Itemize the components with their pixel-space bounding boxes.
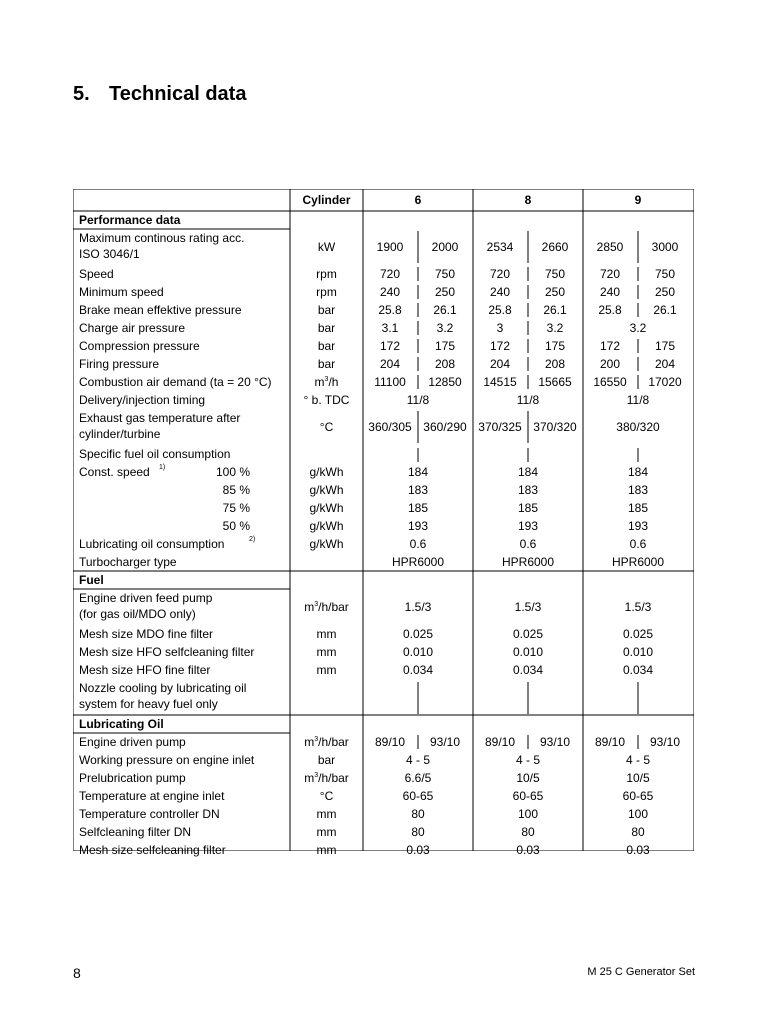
unit-cell: mm <box>316 663 337 677</box>
value-cell: 80 <box>631 825 645 839</box>
value-cell: 0.034 <box>622 663 654 677</box>
value-cell: 100 <box>517 807 539 821</box>
unit-cell: mm <box>316 825 337 839</box>
row-label-line: Mesh size HFO fine filter <box>79 663 211 677</box>
value-cell: 26.1 <box>433 303 457 317</box>
unit-cell: mm <box>316 843 337 857</box>
cylinder-group-header: 8 <box>524 193 532 207</box>
row-label-line: Working pressure on engine inlet <box>79 753 255 767</box>
unit-cell: ° b. TDC <box>303 393 350 407</box>
row-label <box>79 806 220 822</box>
value-cell: 250 <box>654 285 676 299</box>
value-cell: 6.6/5 <box>404 771 432 785</box>
value-cell: 172 <box>599 339 621 353</box>
value-cell: HPR6000 <box>611 555 665 569</box>
unit-cell: bar <box>317 339 336 353</box>
unit-cell: g/kWh <box>309 483 344 497</box>
value-cell: 80 <box>411 825 425 839</box>
value-cell: 11/8 <box>626 393 650 407</box>
value-cell: 0.6 <box>629 537 647 551</box>
page-number: 8 <box>73 965 81 981</box>
value-cell: 360/305 <box>368 420 412 434</box>
row-label-line: (for gas oil/MDO only) <box>79 607 196 621</box>
row-label <box>79 554 177 570</box>
row-label <box>79 266 114 282</box>
value-cell: 184 <box>407 465 429 479</box>
value-cell: 93/10 <box>539 735 571 749</box>
value-cell: 0.6 <box>519 537 537 551</box>
row-label <box>79 770 186 786</box>
value-cell: 0.025 <box>622 627 654 641</box>
value-cell: 0.025 <box>512 627 544 641</box>
row-label-line: Selfcleaning filter DN <box>79 825 192 839</box>
value-cell: 10/5 <box>516 771 540 785</box>
value-cell: HPR6000 <box>391 555 445 569</box>
value-cell: 60-65 <box>402 789 434 803</box>
value-cell: 4 - 5 <box>625 753 651 767</box>
unit-cell: rpm <box>316 285 337 299</box>
row-label-line: Combustion air demand (ta = 20 °C) <box>79 375 272 389</box>
value-cell: 193 <box>627 519 649 533</box>
unit-cell: mm <box>316 627 337 641</box>
row-label <box>79 302 242 318</box>
unit-cell: g/kWh <box>309 465 344 479</box>
value-cell: 204 <box>379 357 401 371</box>
value-cell: 185 <box>407 501 429 515</box>
value-cell: 175 <box>654 339 676 353</box>
row-label <box>79 842 226 858</box>
unit-cell: $m^3/h$/bar <box>304 771 349 785</box>
unit-cell: °C <box>319 789 334 803</box>
value-cell: 183 <box>407 483 429 497</box>
value-cell: 750 <box>544 267 566 281</box>
value-cell: 0.034 <box>402 663 434 677</box>
row-label-line: Firing pressure <box>79 357 160 371</box>
value-cell: 2850 <box>596 240 624 254</box>
value-cell: 0.010 <box>512 645 544 659</box>
row-label <box>79 464 150 480</box>
value-cell: 25.8 <box>598 303 622 317</box>
unit-cell: $m^3/h$ <box>314 375 339 389</box>
row-label-line: Turbocharger type <box>79 555 177 569</box>
value-cell: 370/320 <box>533 420 577 434</box>
value-cell: 720 <box>599 267 621 281</box>
row-label-line: Compression pressure <box>79 339 200 353</box>
row-label <box>79 392 205 408</box>
row-label <box>79 824 191 840</box>
value-cell: 0.010 <box>402 645 434 659</box>
value-cell: 360/290 <box>423 420 467 434</box>
value-cell: 89/10 <box>594 735 626 749</box>
superscript: 3 <box>314 772 319 779</box>
row-label <box>79 590 212 622</box>
value-cell: 172 <box>379 339 401 353</box>
value-cell: 208 <box>544 357 566 371</box>
row-label-line: Nozzle cooling by lubricating oil <box>79 681 247 695</box>
value-cell: 4 - 5 <box>405 753 431 767</box>
value-cell: 100 <box>627 807 649 821</box>
row-label <box>79 338 200 354</box>
value-cell: 720 <box>489 267 511 281</box>
value-cell: 1.5/3 <box>514 600 542 614</box>
load-label: 100 % <box>216 465 251 479</box>
value-cell: 1.5/3 <box>404 600 432 614</box>
row-label <box>79 662 210 678</box>
row-label-line: Engine driven feed pump <box>79 591 213 605</box>
row-label <box>79 680 246 712</box>
value-cell: 26.1 <box>653 303 677 317</box>
section-title: Technical data <box>109 83 247 105</box>
value-cell: 193 <box>407 519 429 533</box>
row-label <box>79 374 272 390</box>
superscript: 3 <box>324 376 329 383</box>
unit-cell: bar <box>317 357 336 371</box>
unit-cell: bar <box>317 753 336 767</box>
value-cell: 240 <box>489 285 511 299</box>
row-label <box>79 644 254 660</box>
value-cell: 0.03 <box>516 843 540 857</box>
value-cell: 2534 <box>486 240 514 254</box>
unit-cell: bar <box>317 303 336 317</box>
value-cell: 3.2 <box>546 321 564 335</box>
row-label-line: Mesh size MDO fine filter <box>79 627 214 641</box>
value-cell: 200 <box>599 357 621 371</box>
unit-cell: rpm <box>316 267 337 281</box>
row-label <box>79 230 244 262</box>
unit-cell: bar <box>317 321 336 335</box>
row-label <box>79 356 159 372</box>
value-cell: 184 <box>627 465 649 479</box>
value-cell: 0.010 <box>622 645 654 659</box>
value-cell: 3.1 <box>381 321 399 335</box>
value-cell: 0.03 <box>626 843 650 857</box>
unit-cell: $m^3/h$/bar <box>304 600 349 614</box>
footnote-marker: 1) <box>159 464 166 471</box>
value-cell: 3.2 <box>629 321 647 335</box>
superscript: 3 <box>314 736 319 743</box>
row-label-line: Mesh size HFO selfcleaning filter <box>79 645 255 659</box>
row-label-line: Mesh size selfcleaning filter <box>79 843 226 857</box>
value-cell: 380/320 <box>616 420 660 434</box>
unit-cell: mm <box>316 645 337 659</box>
value-cell: 17020 <box>648 375 682 389</box>
load-label: 75 % <box>222 501 250 515</box>
value-cell: 60-65 <box>622 789 654 803</box>
section-title: Fuel <box>79 573 104 587</box>
value-cell: 184 <box>517 465 539 479</box>
value-cell: 0.034 <box>512 663 544 677</box>
section-heading <box>73 83 246 106</box>
row-label-line: Delivery/injection timing <box>79 393 206 407</box>
value-cell: 0.025 <box>402 627 434 641</box>
row-label <box>79 284 164 300</box>
value-cell: 11100 <box>374 375 406 389</box>
value-cell: 370/325 <box>478 420 522 434</box>
value-cell: 0.6 <box>409 537 427 551</box>
footnote-marker: 2) <box>249 536 256 543</box>
row-label-line: system for heavy fuel only <box>79 697 218 711</box>
value-cell: 93/10 <box>429 735 461 749</box>
row-label-line: Specific fuel oil consumption <box>79 447 231 461</box>
value-cell: 89/10 <box>484 735 516 749</box>
value-cell: 193 <box>517 519 539 533</box>
value-cell: 250 <box>544 285 566 299</box>
value-cell: 208 <box>434 357 456 371</box>
value-cell: 750 <box>434 267 456 281</box>
row-label-line: Maximum continous rating acc. <box>79 231 245 245</box>
value-cell: 14515 <box>483 375 517 389</box>
value-cell: 183 <box>517 483 539 497</box>
value-cell: 204 <box>489 357 511 371</box>
row-label <box>79 536 224 552</box>
value-cell: 2000 <box>431 240 459 254</box>
value-cell: 185 <box>517 501 539 515</box>
section-title: Performance data <box>79 213 181 227</box>
row-label-line: Engine driven pump <box>79 735 186 749</box>
value-cell: 204 <box>654 357 676 371</box>
unit-cell: $m^3/h$/bar <box>304 735 349 749</box>
row-label-line: Temperature controller DN <box>79 807 220 821</box>
value-cell: 1.5/3 <box>624 600 652 614</box>
row-label-line: Charge air pressure <box>79 321 186 335</box>
value-cell: 89/10 <box>374 735 406 749</box>
superscript: 3 <box>314 601 319 608</box>
section-title: Lubricating Oil <box>79 717 164 731</box>
row-label-line: Lubricating oil consumption <box>79 537 225 551</box>
unit-cell: °C <box>319 420 334 434</box>
value-cell: 2660 <box>541 240 569 254</box>
value-cell: 250 <box>434 285 456 299</box>
row-label-line: Minimum speed <box>79 285 164 299</box>
value-cell: 12850 <box>428 375 462 389</box>
value-cell: 172 <box>489 339 511 353</box>
unit-cell: g/kWh <box>309 537 344 551</box>
load-label: 85 % <box>222 483 250 497</box>
value-cell: 175 <box>434 339 456 353</box>
value-cell: 26.1 <box>543 303 567 317</box>
row-label-line: cylinder/turbine <box>79 427 161 441</box>
unit-cell: g/kWh <box>309 501 344 515</box>
unit-cell: kW <box>317 240 336 254</box>
value-cell: 80 <box>521 825 535 839</box>
value-cell: 93/10 <box>649 735 681 749</box>
section-number: 5. <box>73 83 90 105</box>
load-label: 50 % <box>222 519 250 533</box>
value-cell: 720 <box>379 267 401 281</box>
row-label-line: ISO 3046/1 <box>79 247 140 261</box>
cylinder-group-header: 6 <box>414 193 422 207</box>
value-cell: 11/8 <box>516 393 540 407</box>
row-label-line: Brake mean effektive pressure <box>79 303 242 317</box>
value-cell: 3000 <box>651 240 679 254</box>
technical-data-table <box>73 189 694 857</box>
row-label-line: Prelubrication pump <box>79 771 186 785</box>
value-cell: 175 <box>544 339 566 353</box>
value-cell: 185 <box>627 501 649 515</box>
value-cell: 750 <box>654 267 676 281</box>
document-title: M 25 C Generator Set <box>587 966 695 978</box>
row-label <box>79 446 230 462</box>
value-cell: 11/8 <box>406 393 430 407</box>
row-label <box>79 788 224 804</box>
value-cell: 183 <box>627 483 649 497</box>
row-label-line: Speed <box>79 267 114 281</box>
row-label <box>79 626 213 642</box>
value-cell: 4 - 5 <box>515 753 541 767</box>
value-cell: 10/5 <box>626 771 650 785</box>
row-label <box>79 752 254 768</box>
value-cell: 0.03 <box>406 843 430 857</box>
value-cell: 60-65 <box>512 789 544 803</box>
value-cell: 1900 <box>376 240 404 254</box>
value-cell: 16550 <box>593 375 627 389</box>
value-cell: 3.2 <box>436 321 454 335</box>
cylinder-group-header: 9 <box>634 193 642 207</box>
row-label-line: Exhaust gas temperature after <box>79 411 241 425</box>
value-cell: 240 <box>379 285 401 299</box>
unit-cell: g/kWh <box>309 519 344 533</box>
unit-cell: mm <box>316 807 337 821</box>
value-cell: HPR6000 <box>501 555 555 569</box>
row-label <box>79 410 240 442</box>
row-label-line: Temperature at engine inlet <box>79 789 225 803</box>
value-cell: 3 <box>496 321 504 335</box>
value-cell: 80 <box>411 807 425 821</box>
value-cell: 15665 <box>538 375 572 389</box>
value-cell: 25.8 <box>378 303 402 317</box>
row-label-line: Const. speed <box>79 465 150 479</box>
cylinder-header: Cylinder <box>302 193 351 207</box>
row-label <box>79 734 186 750</box>
row-label <box>79 320 185 336</box>
value-cell: 25.8 <box>488 303 512 317</box>
value-cell: 240 <box>599 285 621 299</box>
